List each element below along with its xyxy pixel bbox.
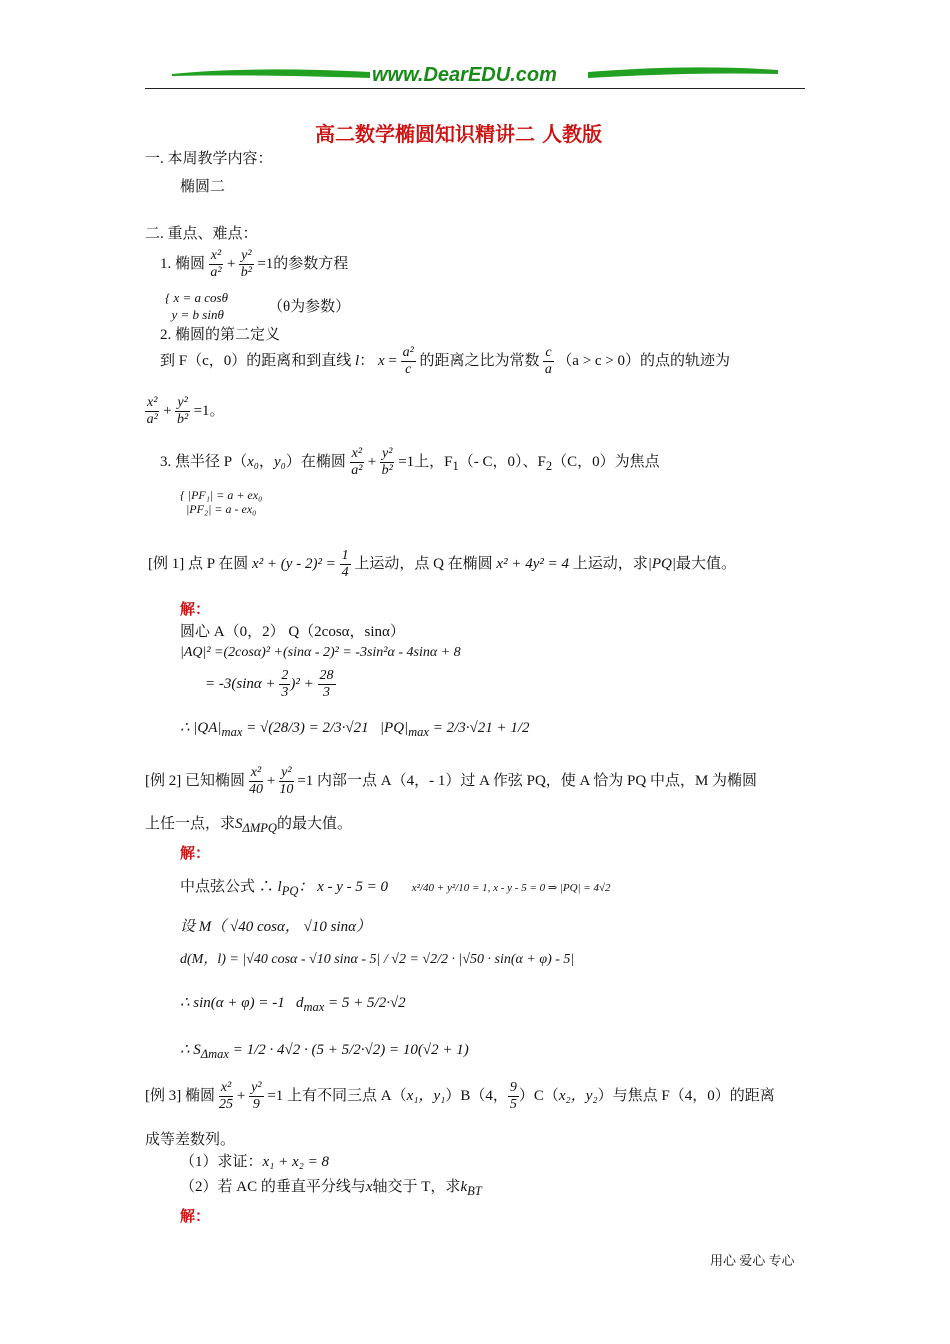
example-1-line-2: |AQ|² =(2cosα)² +(sinα - 2)² = -3sin²α - 4sinα + 8: [180, 645, 461, 660]
example-2-line-3: d(M，l) = |√40 cosα - √10 sinα - 5| / √2 = √2/2 · |√50 · sin(α + φ) - 5|: [180, 952, 575, 967]
footer-text: 用心 爱心 专心: [710, 1253, 795, 1268]
page-title: 高二数学椭圆知识精讲二 人教版: [315, 122, 602, 146]
definition-line: 到 F（c，0）的距离和到直线 l： x = $\frac{\text{a²}}{c}$ 的距离之比为常数 $\frac{c}{a}$ （a > c > 0）的点的轨迹为: [160, 345, 731, 377]
example-2-line-5: ∴ $S_{\Delta max} = 1/2 \cdot 4√2 \cdot (5 + 5/2\cdot√2) = 10(√2 + 1)$: [180, 1042, 469, 1061]
point-1: 1. 椭圆 $\frac{\text{x²}}{\text{a²}}$ + $\frac{\text{y²}}{\text{b²}}$ =1的参数方程: [160, 248, 349, 280]
param-note: （θ为参数）: [268, 299, 351, 315]
focal-radius-formula: { |PF₁| = a + ex₀ |PF₂| = a - ex₀: [180, 488, 263, 516]
header-divider: [145, 88, 805, 89]
example-2-prompt-2: 上任一点，求$S_{\Delta MPQ}$的最大值。: [145, 816, 352, 835]
point-3: 3. 焦半径 P（x₀，y₀）在椭圆 $\frac{\text{x²}}{\text{a²}}$ + $\frac{\text{y²}}{\text{b²}}$ =1上，$F_1(-$ C，0）、$F_2(C$，0）为焦点: [160, 446, 660, 478]
section-1-content: 椭圆二: [180, 179, 226, 195]
example-1-solution-label: 解：: [180, 602, 211, 618]
point-2: 2. 椭圆的第二定义: [160, 327, 281, 343]
definition-result: $\frac{\text{x²}}{\text{a²}}$ + $\frac{\text{y²}}{\text{b²}}$ =1。: [146, 395, 225, 427]
example-1-line-4: ∴ $|QA|_{max} = √(28/3) = 2/3\cdot√21$ $|PQ|_{max} = 2/3\cdot√21 + 1/2$: [180, 720, 530, 739]
example-2-line-4: ∴ sin(α + φ) = -1 $d_{max} = 5 + 5/2\cdot√2$: [180, 995, 406, 1014]
param-equation: { x = a cosθ y = b sinθ: [165, 290, 228, 322]
example-3-prompt-2: 成等差数列。: [145, 1132, 236, 1148]
example-2-line-1: 中点弦公式 ∴ $l_{PQ}$： x - y - 5 = 0 x²/40 + y²/10 = 1, x - y - 5 = 0 ⇒ |PQ| = 4√2: [180, 879, 611, 898]
example-2-prompt: [例 2] 已知椭圆 $\frac{\text{x²}}{40}$ + $\frac{\text{y²}}{10}$ =1 内部一点 A（4，- 1）过 A 作弦 PQ，使 A 恰为 PQ 中点，M 为椭圆: [145, 765, 758, 797]
logo-text: www.DearEDU.com: [372, 64, 557, 86]
example-3-question-1: （1）求证：x₁ + x₂ = 8: [180, 1154, 330, 1170]
example-3-solution-label: 解：: [180, 1209, 211, 1225]
example-2-solution-label: 解：: [180, 846, 211, 862]
example-1-prompt: [例 1] 点 P 在圆 x² + (y - 2)² = $\frac{1}{4}$ 上运动，点 Q 在椭圆 x² + 4y² = 4 上运动，求|PQ|最大值。: [148, 548, 737, 580]
example-1-line-3: = -3(sinα + $\frac{2}{3}$ )² + $\frac{28}{3}$: [205, 668, 334, 700]
example-1-line-1: 圆心 A（0，2） Q（2cosα，sinα）: [180, 624, 405, 640]
example-3-question-2: （2）若 AC 的垂直平分线与x轴交于 T，求$k_{BT}$: [180, 1179, 482, 1198]
example-3-prompt: [例 3] 椭圆 $\frac{\text{x²}}{25}$ + $\frac{\text{y²}}{9}$ =1 上有不同三点 A（x₁，y₁）B（4， $\frac{9}{5}$ ）C（x₂，y₂）与焦点 F（4，0）的距离: [145, 1080, 775, 1112]
section-1-heading: 一. 本周教学内容：: [145, 151, 273, 167]
example-2-line-2: 设 M（ √40 cosα， √10 sinα）: [180, 919, 371, 935]
section-2-heading: 二. 重点、难点：: [145, 226, 258, 242]
